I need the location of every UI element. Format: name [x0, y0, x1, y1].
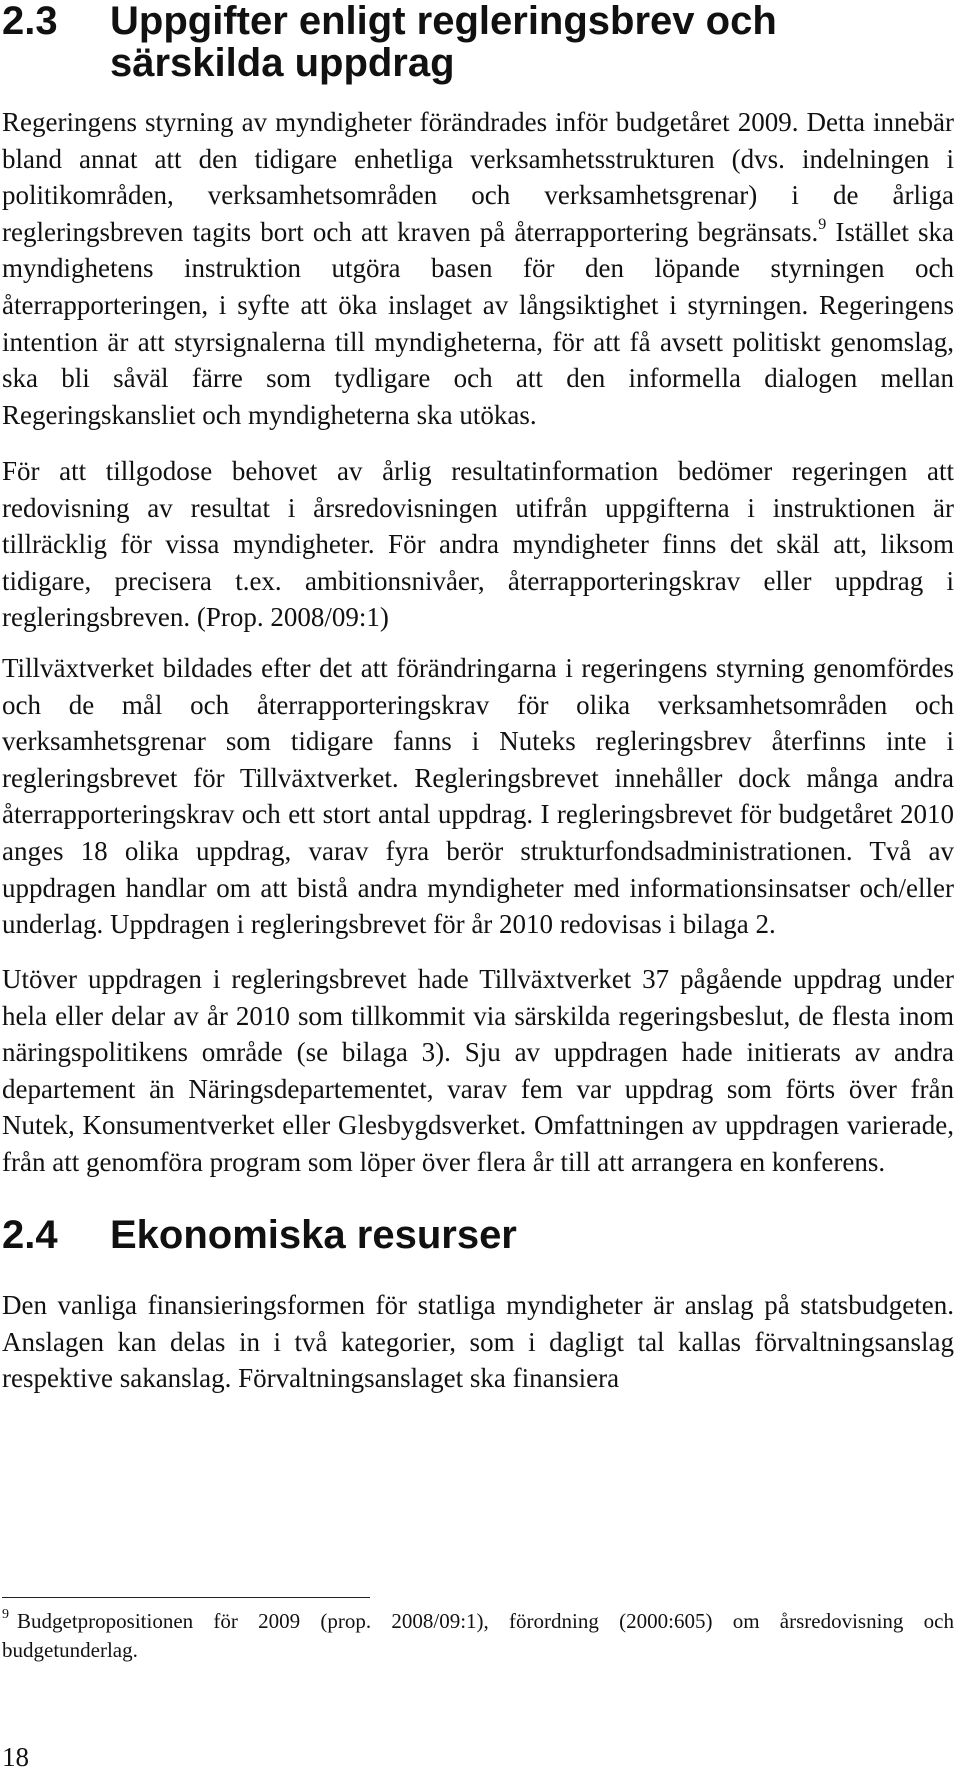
paragraph-resultatinformation [2, 453, 954, 636]
footnote-marker: 9 [2, 1607, 9, 1622]
section-number: 2.3 [2, 0, 58, 43]
section-number: 2.4 [2, 1213, 58, 1257]
footnote [2, 1607, 954, 1665]
page-number: 18 [2, 1742, 29, 1772]
paragraph-text: Regeringens styrning av myndigheter förändrades inför budgetåret 2009. Detta innebär bland annat att den tidigare enhetliga verksamhetsstrukturen (dvs. indelningen i politikområden, verksamhetsområden och verksamhetsgrenar) i de årliga regleringsbreven tagits bort och att kraven på återrapportering begränsats. [2, 107, 954, 247]
footnote-separator [2, 1597, 370, 1598]
section-title: Uppgifter enligt regleringsbrev och särskilda uppdrag [110, 0, 777, 85]
paragraph-finansiering [2, 1287, 954, 1397]
paragraph-text: Utöver uppdragen i regleringsbrevet hade Tillväxtverket 37 pågående uppdrag under hela eller delar av år 2010 som tillkommit via särskilda regeringsbeslut, de flesta inom näringspolitikens område (se bilaga 3). Sju av uppdragen hade initierats av andra departement än Näringsdepartementet, varav fem var uppdrag som förts över från Nutek, Konsumentverket eller Glesbygdsverket. Omfattningen av uppdragen varierade, från att genomföra program som löper över flera år till att arrangera en konferens. [2, 964, 954, 1177]
paragraph-text: För att tillgodose behovet av årlig resultatinformation bedömer regeringen att redovisning av resultat i årsredovisningen utifrån uppgifterna i instruktionen är tillräcklig för vissa myndigheter. För andra myndigheter finns det skäl att, liksom tidigare, precisera t.ex. ambitionsnivåer, återrapporteringskrav eller uppdrag i regleringsbreven. (Prop. 2008/09:1) [2, 456, 954, 633]
paragraph-tillvaxtverket [2, 650, 954, 943]
paragraph-text: Den vanliga finansieringsformen för statliga myndigheter är anslag på statsbudgeten. Anslagen kan delas in i två kategorier, som i dagligt tal kallas förvaltningsanslag respektive sakanslag. Förvaltningsanslaget ska finansiera [2, 1290, 954, 1394]
footnote-reference: 9 [818, 215, 827, 233]
paragraph-styrning [2, 104, 954, 433]
section-heading-2-4 [2, 1214, 930, 1256]
section-heading-2-3 [2, 0, 930, 84]
section-title: Ekonomiska resurser [110, 1213, 517, 1257]
footnote-text: Budgetpropositionen för 2009 (prop. 2008/09:1), förordning (2000:605) om årsredovisning och budgetunderlag. [2, 1609, 954, 1662]
paragraph-text: Tillväxtverket bildades efter det att förändringarna i regeringens styrning genomfördes och de mål och återrapporteringskrav för olika verksamhetsområden och verksamhetsgrenar som tidigare fanns i Nuteks regleringsbrev återfinns inte i regleringsbrevet för Tillväxtverket. Regleringsbrevet innehåller dock många andra återrapporteringskrav och ett stort antal uppdrag. I regleringsbrevet för budgetåret 2010 anges 18 olika uppdrag, varav fyra berör strukturfondsadministrationen. Två av uppdragen handlar om att bistå andra myndigheter med informationsinsatser och/eller underlag. Uppdragen i regleringsbrevet för år 2010 redovisas i bilaga 2. [2, 653, 954, 940]
paragraph-text: Istället ska myndighetens instruktion utgöra basen för den löpande styrningen och återrapporteringen, i syfte att öka inslaget av långsiktighet i styrningen. Regeringens intention är att styrsignalerna till myndigheterna, för att få avsett politiskt genomslag, ska bli såväl färre som tydligare och att den informella dialogen mellan Regeringskansliet och myndigheterna ska utökas. [2, 216, 955, 430]
paragraph-uppdrag [2, 961, 954, 1181]
